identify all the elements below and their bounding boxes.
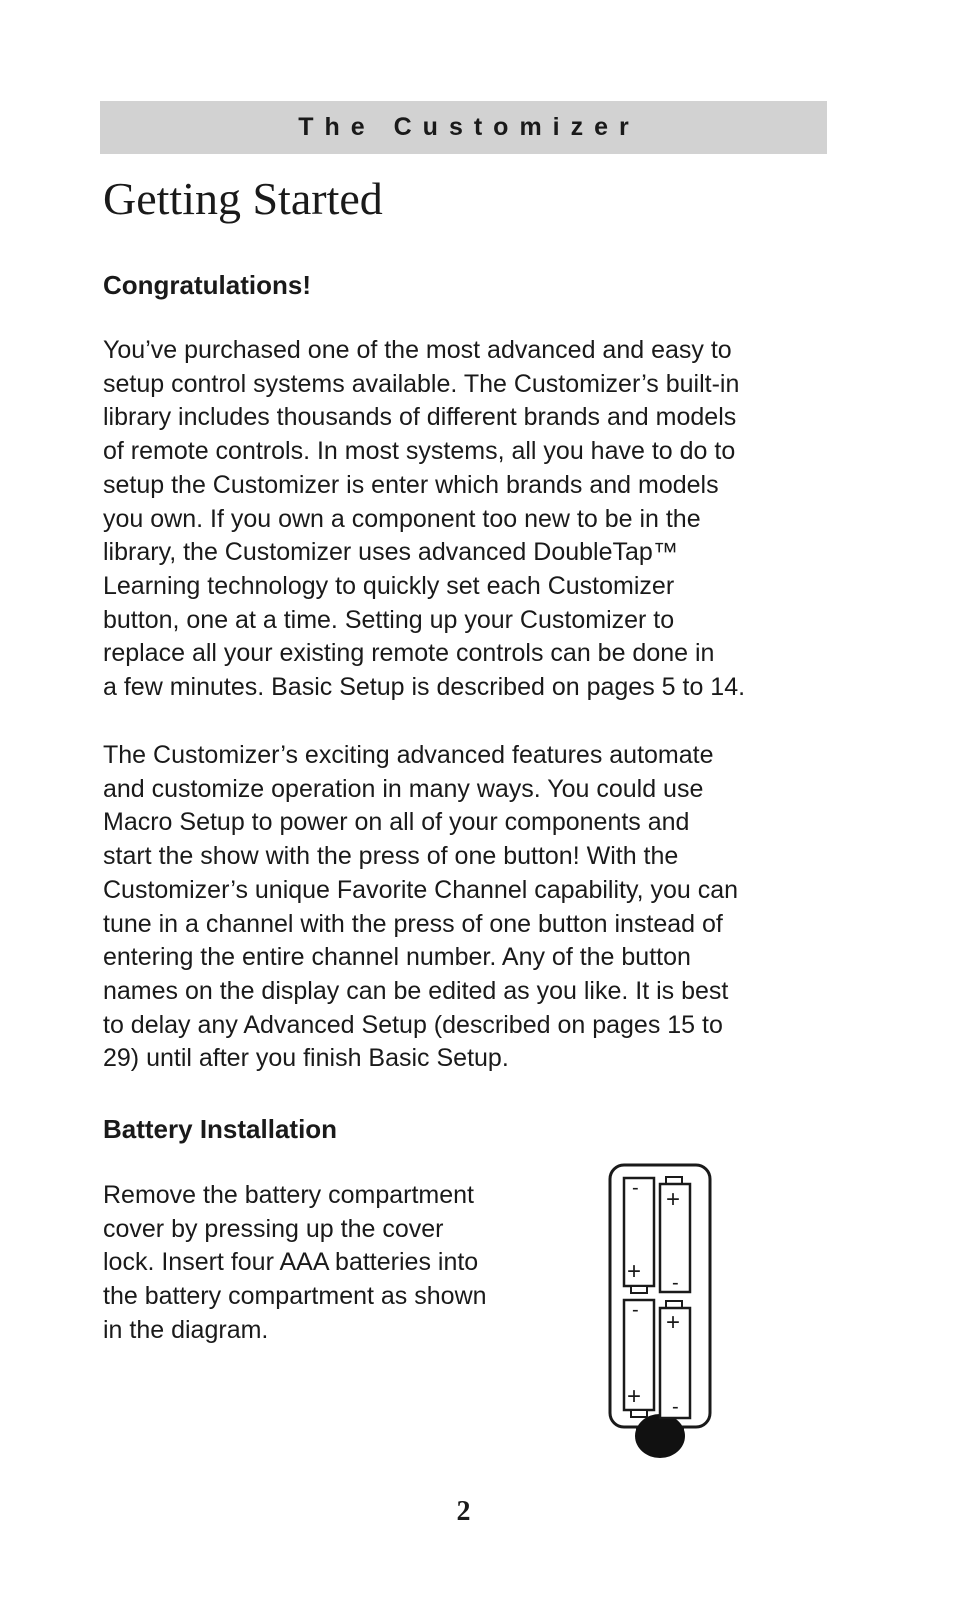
- advanced-features-paragraph: [103, 739, 738, 1076]
- text-line: Customizer’s unique Favorite Channel capability, you can: [103, 875, 739, 904]
- text-line: the battery compartment as shown: [103, 1282, 487, 1311]
- text-line: and customize operation in many ways. You could use: [103, 774, 704, 803]
- text-line: The Customizer’s exciting advanced features automate: [103, 741, 714, 769]
- text-line: setup the Customizer is enter which brands and models: [103, 470, 719, 499]
- text-line: entering the entire channel number. Any of the button: [103, 943, 691, 972]
- text-line: You’ve purchased one of the most advanced and easy to: [103, 336, 732, 364]
- text-line: to delay any Advanced Setup (described on pages 15 to: [103, 1010, 723, 1039]
- text-line: Learning technology to quickly set each Customizer: [103, 571, 675, 600]
- text-line: library includes thousands of different brands and models: [103, 403, 737, 432]
- battery-terminal: [631, 1410, 647, 1417]
- page-number: 2: [456, 1496, 471, 1527]
- text-line: you own. If you own a component too new to be in the: [103, 504, 701, 533]
- text-line: tune in a channel with the press of one button instead of: [103, 909, 723, 938]
- polarity-minus-label: -: [672, 1272, 679, 1294]
- polarity-plus-label: +: [666, 1186, 681, 1213]
- polarity-plus-label: +: [627, 1383, 642, 1410]
- page-title: Getting Started: [103, 173, 383, 224]
- text-line: a few minutes. Basic Setup is described on pages 5 to 14.: [103, 673, 746, 702]
- battery-installation-heading: Battery Installation: [103, 1114, 338, 1144]
- running-header-title: The Customizer: [298, 113, 640, 141]
- cover-lock-knob: [635, 1414, 685, 1458]
- battery-paragraph: [103, 1179, 487, 1348]
- polarity-plus-label: +: [627, 1258, 642, 1285]
- congratulations-heading: Congratulations!: [103, 270, 311, 300]
- text-line: Remove the battery compartment: [103, 1181, 474, 1209]
- polarity-minus-label: -: [632, 1299, 639, 1321]
- text-line: start the show with the press of one button! With the: [103, 842, 679, 871]
- text-line: lock. Insert four AAA batteries into: [103, 1248, 479, 1277]
- text-line: replace all your existing remote controls can be done in: [103, 639, 715, 668]
- battery-compartment-diagram: [600, 1160, 720, 1465]
- text-line: names on the display can be edited as you like. It is best: [103, 976, 729, 1005]
- text-line: in the diagram.: [103, 1315, 269, 1344]
- polarity-plus-label: +: [666, 1309, 681, 1336]
- text-line: Macro Setup to power on all of your components and: [103, 808, 690, 837]
- text-line: of remote controls. In most systems, all you have to do to: [103, 437, 736, 466]
- text-line: 29) until after you finish Basic Setup.: [103, 1044, 509, 1073]
- polarity-minus-label: -: [632, 1177, 639, 1199]
- battery-terminal: [631, 1286, 647, 1293]
- text-line: button, one at a time. Setting up your Customizer to: [103, 605, 675, 634]
- text-line: setup control systems available. The Customizer’s built-in: [103, 369, 740, 398]
- polarity-minus-label: -: [672, 1396, 679, 1418]
- running-header: [100, 101, 827, 154]
- text-line: cover by pressing up the cover: [103, 1214, 444, 1243]
- intro-paragraph: [103, 334, 745, 705]
- text-line: library, the Customizer uses advanced DoubleTap™: [103, 538, 678, 567]
